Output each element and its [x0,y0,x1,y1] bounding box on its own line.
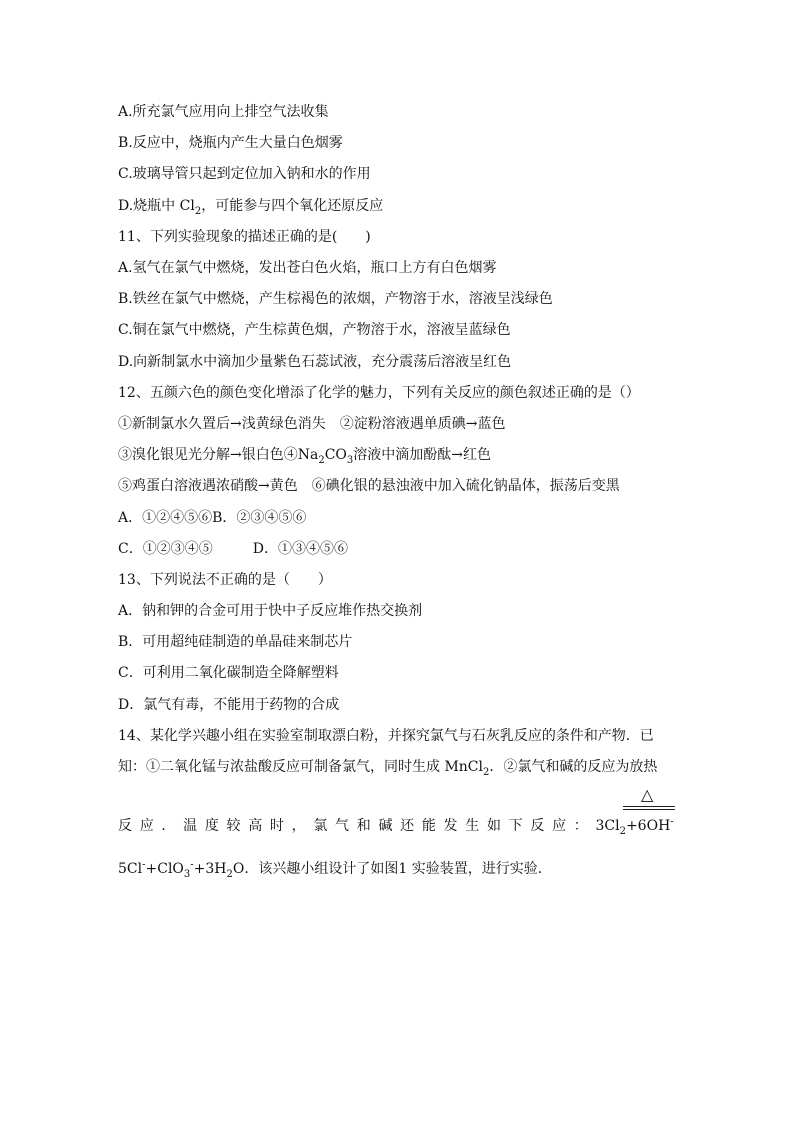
question-13-option-b: B．可用超纯硅制造的单晶硅来制芯片 [118,634,353,650]
q14-line4-mid2: +3H [193,861,227,877]
question-13: 13、下列说法不正确的是（ ） [118,572,332,588]
mncl2-subscript: 2 [483,766,490,778]
q14-line3-char: 反 [530,818,545,834]
question-13-option-a: A．钠和钾的合金可用于快中子反应堆作热交换剂 [118,603,423,619]
q14-line3-char: ， [291,818,306,834]
option-c: C．①②③④⑤ [118,541,213,557]
question-12-options-cd [118,540,348,558]
question-13-option-d: D．氯气有毒，不能用于药物的合成 [118,697,340,713]
question-12-items-row1 [118,415,505,433]
cl-minus-superscript: - [142,859,146,871]
q14-line3-equation [595,817,673,835]
q14-line3-char: 还 [400,818,415,834]
question-11-option-a: A.氢气在氯气中燃烧，发出苍白色火焰，瓶口上方有白色烟雾 [118,260,497,276]
na2-subscript: 2 [318,454,325,466]
heating-condition-mark [623,787,675,811]
clo3-subscript: 3 [183,868,191,880]
q14-line3-char: 下 [508,818,523,834]
option-a-line: A.所充氯气应用向上排空气法收集 [118,104,329,120]
q14-line3-char: 较 [226,818,241,834]
q14-line3-char: 碱 [378,818,393,834]
q14-line3-char: 应 [552,818,567,834]
h2o-subscript: 2 [226,868,233,880]
clo3-minus-superscript: - [190,859,194,871]
option-d-pre: D.烧瓶中 Cl [118,198,195,214]
q14-line4-post: O．该兴趣小组设计了如图1 实验装置，进行实验． [232,861,552,877]
option-c-line: C.玻璃导管只起到定位加入钠和水的作用 [118,166,371,182]
q14-line3-char: 气 [335,818,350,834]
q14-line3-char: 度 [204,818,219,834]
question-11-option-c: C.铜在氯气中燃烧，产生棕黄色烟，产物溶于水，溶液呈蓝绿色 [118,322,511,338]
option-d-line [118,197,383,215]
heat-triangle-icon: △ [641,785,654,804]
item-6: ⑥碘化银的悬浊液中加入硫化钠晶体，振荡后变黑 [311,478,620,494]
question-12: 12、五颜六色的颜色变化增添了化学的魅力，下列有关反应的颜色叙述正确的是（） [118,385,640,401]
eq-cl2-subscript: 2 [619,825,626,837]
eq-cl-prefix: 3Cl [595,818,620,834]
q14-line3-char: 和 [356,818,371,834]
question-14-line-2 [118,758,657,776]
q14-line4-mid1: +ClO [145,861,184,877]
question-14-line-4 [118,860,552,878]
question-11-option-d: D.向新制氯水中滴加少量紫色石蕊试液，充分震荡后溶液呈红色 [118,354,512,370]
q14-line3-char: 发 [443,818,458,834]
q14-line3-char: 能 [421,818,436,834]
item-1: ①新制氯水久置后→浅黄绿色消失 [118,416,326,432]
question-11-option-b: B.铁丝在氯气中燃烧，产生棕褐色的浓烟，产物溶于水，溶液呈浅绿色 [118,291,553,307]
cl2-subscript: 2 [194,205,202,217]
option-d-post: ，可能参与四个氧化还原反应 [201,198,384,214]
item-5: ⑤鸡蛋白溶液遇浓硝酸→黄色 [118,478,298,494]
item-3-4-pre: ③溴化银见光分解→银白色④Na [118,447,319,463]
eq-oh-minus-superscript: - [670,816,674,828]
q14-line3-char: 高 [248,818,263,834]
option-d: D．①③④⑤⑥ [252,541,348,557]
q14-line3-char: 应 [139,818,154,834]
q14-line2-post: ．②氯气和碱的反应为放热 [489,759,658,775]
eq-oh-mid: +6OH [625,818,671,834]
option-b-line: B.反应中，烧瓶内产生大量白色烟雾 [118,135,343,151]
q14-line3-char: 反 [118,818,132,834]
question-12-items-row2 [118,446,491,464]
q14-line4-pre: 5Cl [118,861,143,877]
co3-subscript: 3 [346,454,354,466]
q14-line3-char: 温 [183,818,198,834]
q14-line3-char: 时 [269,818,284,834]
question-14-line-3 [118,817,674,835]
question-12-options-ab: A．①②④⑤⑥B．②③④⑤⑥ [118,510,307,526]
question-14-line-1: 14、某化学兴趣小组在实验室制取漂白粉，并探究氯气与石灰乳反应的条件和产物．已 [118,728,654,744]
q14-line2-pre: 知：①二氧化锰与浓盐酸反应可制备氯气，同时生成 MnCl [118,759,483,775]
item-2: ②淀粉溶液遇单质碘→蓝色 [339,416,506,432]
q14-line3-char: ． [161,818,176,834]
question-11: 11、下列实验现象的描述正确的是( ) [118,229,371,245]
q14-line3-char: ： [573,818,588,834]
item-4-mid: CO [324,447,347,463]
equation-double-line-top [623,806,675,807]
question-13-option-c: C．可利用二氧化碳制造全降解塑料 [118,665,339,681]
item-4-post: 溶液中滴加酚酞→红色 [353,447,492,463]
q14-line3-char: 氯 [313,818,328,834]
q14-line3-char: 生 [465,818,480,834]
question-12-items-row3 [118,477,620,495]
q14-line3-char: 如 [486,818,501,834]
equation-double-line-bottom [623,809,675,810]
